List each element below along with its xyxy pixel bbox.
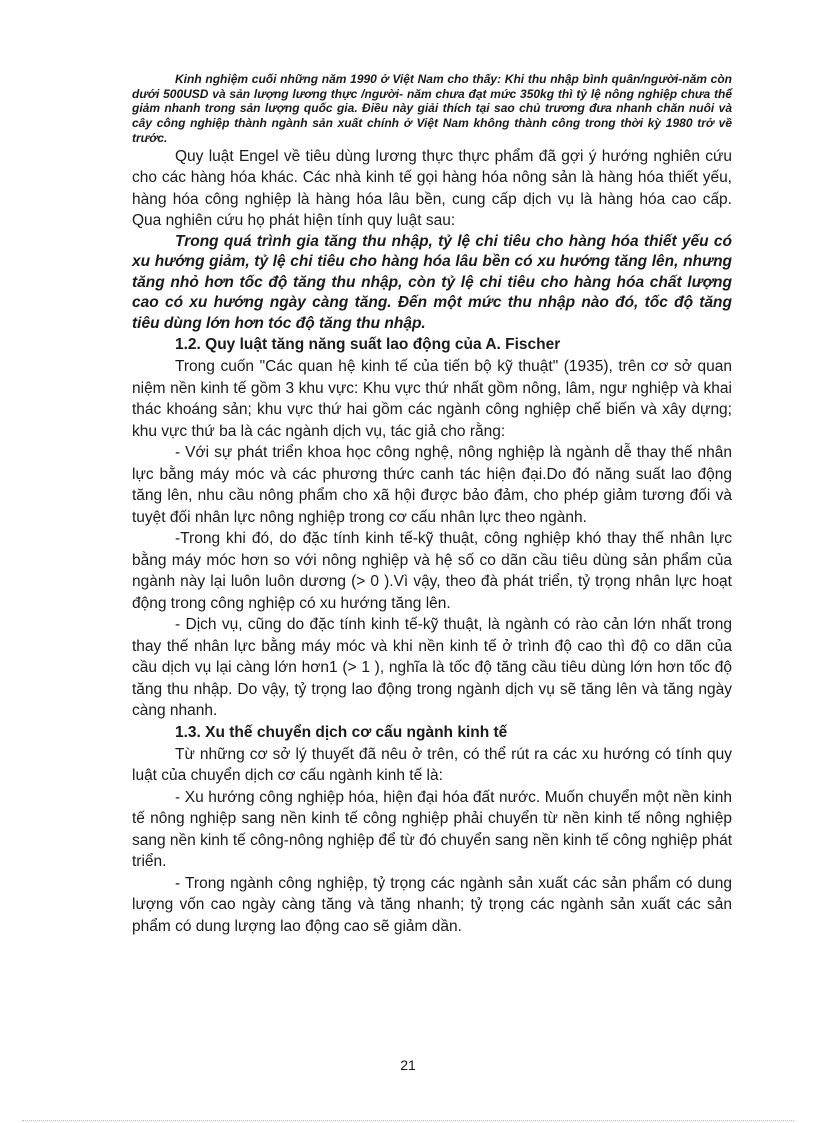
capital-intensity-paragraph: - Trong ngành công nghiệp, tỷ trọng các ngành sản xuất các sản phẩm có dung lượng vốn cao ngày càng tăng và tăng nhanh; tỷ trọng các ngành sản xuất các sản phẩm có dung lượng lao động cao sẽ giảm dần.: [132, 874, 732, 935]
industry-paragraph: -Trong khi đó, do đặc tính kinh tế-kỹ thuật, công nghiệp khó thay thế nhân lực bằng máy móc hơn so với nông nghiệp và hệ số co dãn cầu tiêu dùng sản phẩm của ngành này lại luôn luôn dương (> 0 ).Vì vậy, theo đà phát triển, tỷ trọng nhân lực hoạt động trong công nghiệp có xu hướng tăng lên.: [132, 530, 732, 612]
engel-intro-paragraph: Quy luật Engel về tiêu dùng lương thực thực phẩm đã gợi ý hướng nghiên cứu cho các hàng hóa khác. Các nhà kinh tế gọi hàng hóa nông sản là hàng hóa thiết yếu, hàng hóa công nghiệp là hàng hóa lâu bền, cung cấp dịch vụ là hàng hóa cao cấp. Qua nghiên cứu họ phát hiện tính quy luật sau:: [132, 147, 732, 230]
agriculture-paragraph: - Với sự phát triển khoa học công nghệ, nông nghiệp là ngành dễ thay thế nhân lực bằng máy móc và các phương thức canh tác hiện đại.Do đó năng suất lao động tăng lên, nhu cầu nông phẩm cho xã hội được bảo đảm, cho phép giảm tương đối và tuyệt đối nhân lực nông nghiệp trong cơ cấu nhân lực theo ngành.: [132, 444, 732, 526]
page-number: 21: [400, 1057, 416, 1073]
trends-intro-paragraph: Từ những cơ sở lý thuyết đã nêu ở trên, có thể rút ra các xu hướng có tính quy luật của chuyển dịch cơ cấu ngành kinh tế là:: [132, 745, 732, 785]
vietnam-experience-note: Kinh nghiệm cuối những năm 1990 ở Việt Nam cho thấy: Khi thu nhập bình quân/người-năm còn dưới 500USD và sản lượng lương thực /người- năm chưa đạt mức 350kg thì tỷ lệ nông nghiệp chưa thể giảm nhanh trong sản lượng quốc gia. Điều này giải thích tại sao chủ trương đưa nhanh chăn nuôi và cây công nghiệp thành ngành sản xuất chính ở Việt Nam không thành công trong thời kỳ 1980 trở về trước.: [132, 72, 732, 145]
page-body: [132, 72, 732, 937]
fischer-intro-paragraph: Trong cuốn "Các quan hệ kinh tế của tiến bộ kỹ thuật" (1935), trên cơ sở quan niệm nền kinh tế gồm 3 khu vực: Khu vực thứ nhất gồm nông, lâm, ngư nghiệp và khai thác khoáng sản; khu vực thứ hai gồm các ngành công nghiệp chế biến và xây dựng; khu vực thứ ba là các ngành dịch vụ, tác giả cho rằng:: [132, 358, 732, 440]
engel-law-statement: Trong quá trình gia tăng thu nhập, tỷ lệ chi tiêu cho hàng hóa thiết yếu có xu hướng giảm, tỷ lệ chi tiêu cho hàng hóa lâu bền có xu hướng tăng lên, nhưng tăng nhỏ hơn tốc độ tăng thu nhập, còn tỷ lệ chi tiêu cho hàng hóa chất lượng cao có xu hướng ngày càng tăng. Đến một mức thu nhập nào đó, tốc độ tăng tiêu dùng lớn hơn tóc độ tăng thu nhập.: [132, 232, 732, 332]
section-1-2-heading: 1.2. Quy luật tăng năng suất lao động của A. Fischer: [175, 336, 561, 354]
services-paragraph: - Dịch vụ, cũng do đặc tính kinh tế-kỹ thuật, là ngành có rào cản lớn nhất trong thay thế nhân lực bằng máy móc và khi nền kinh tế ở trình độ cao thì độ co dãn của cầu dịch vụ lại càng lớn hơn1 (> 1 ), nghĩa là tốc độ tăng cầu tiêu dùng lớn hơn tốc độ tăng thu nhập. Do vậy, tỷ trọng lao động trong ngành dịch vụ sẽ tăng lên và tăng ngày càng nhanh.: [132, 616, 732, 720]
industrialization-paragraph: - Xu hướng công nghiệp hóa, hiện đại hóa đất nước. Muốn chuyển một nền kinh tế nông nghiệp sang nền kinh tế công nghiệp phải chuyển từ nền kinh tế nông nghiệp sang nền kinh tế công-nông nghiệp để từ đó chuyển sang nền kinh tế công nghiệp phát triển.: [132, 788, 732, 871]
section-1-3-heading: 1.3. Xu thế chuyển dịch cơ cấu ngành kinh tế: [175, 723, 508, 741]
page-bottom-divider: [22, 1120, 794, 1121]
